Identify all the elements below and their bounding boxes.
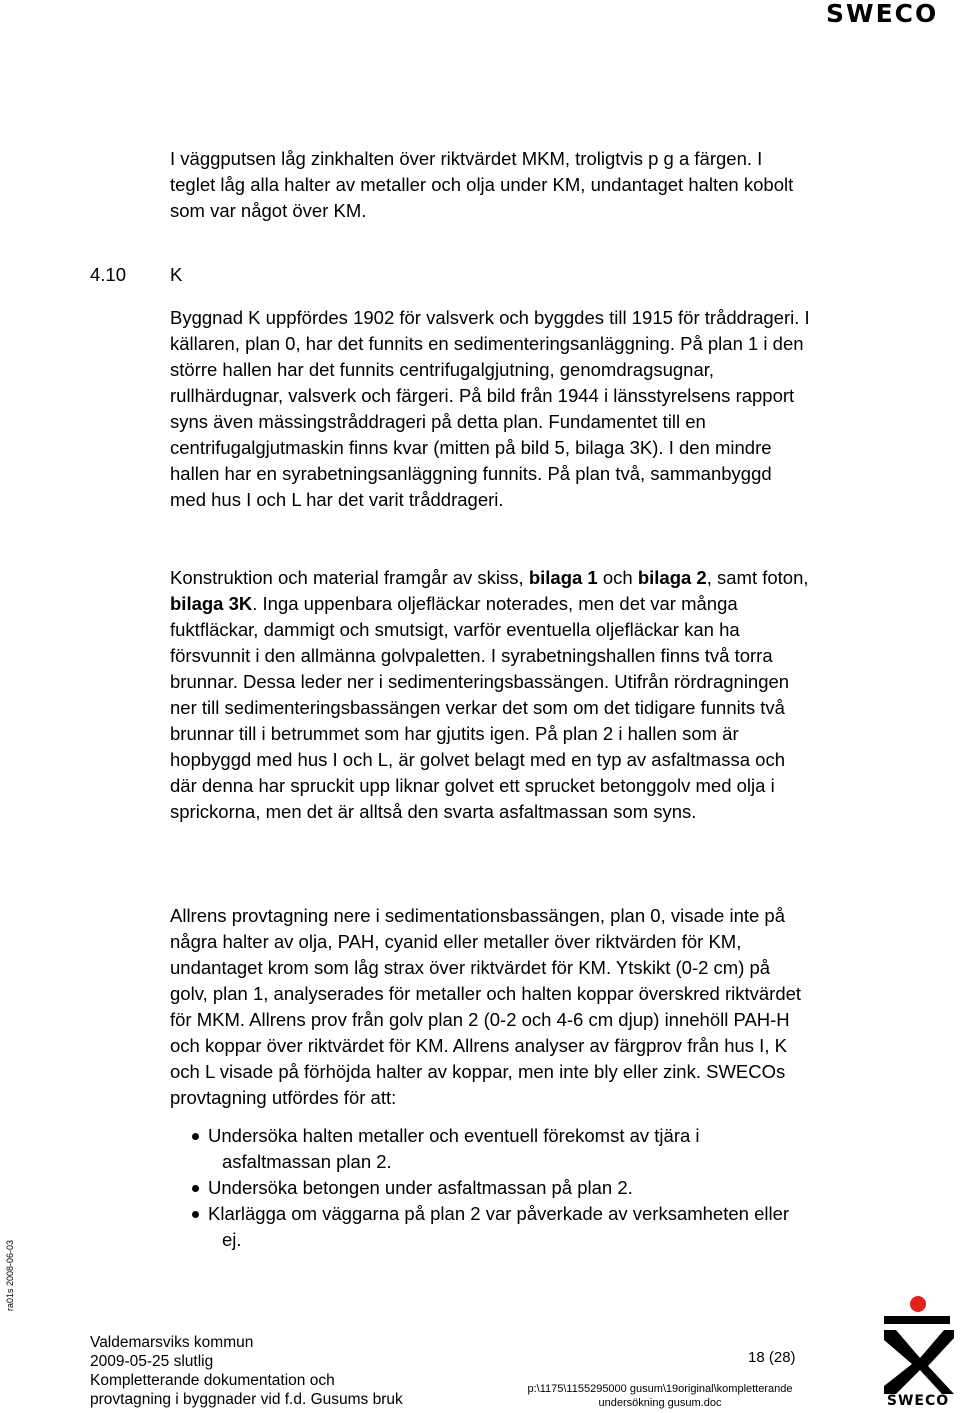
list-item-text: Klarlägga om väggarna på plan 2 var påverkade av verksamheten eller ej. bbox=[208, 1203, 790, 1250]
link-bilaga-3k: bilaga 3K bbox=[170, 593, 253, 614]
template-code: ra01s 2008-06-03 bbox=[5, 1239, 15, 1311]
footer-title-line1: Kompletterande dokumentation och bbox=[90, 1372, 335, 1389]
sweco-logo-top: SWECO bbox=[826, 0, 939, 28]
section-number: 4.10 bbox=[90, 264, 127, 285]
sampling-goals-list bbox=[170, 1123, 790, 1253]
text-run: och bbox=[597, 567, 638, 588]
footer-title-line2: provtagning i byggnader vid f.d. Gusums bruk bbox=[90, 1391, 403, 1408]
list-item-text: Undersöka halten metaller och eventuell förekomst av tjära i asfaltmassan plan 2. bbox=[208, 1125, 700, 1172]
intro-paragraph: I väggputsen låg zinkhalten över riktvärdet MKM, troligtvis p g a färgen. I teglet låg alla halter av metaller och olja under KM, undantaget halten kobolt som var något över KM. bbox=[170, 148, 794, 221]
file-path-line2: undersökning gusum.doc bbox=[598, 1397, 722, 1409]
paragraph-building-history: Byggnad K uppfördes 1902 för valsverk och byggdes till 1915 för tråddrageri. I källaren, plan 0, har det funnits en sedimenteringsanläggning. På plan 1 i den större hallen har det funnits centrifugalgjutning, genomdragsugnar, rullhärdugnar, valsverk och färgeri. På bild från 1944 i länsstyrelsens rapport syns även mässingstråddrageri på detta plan. Fundamentet till en centrifugalgjutmaskin finns kvar (mitten på bild 5, bilaga 3K). I den mindre hallen har en syrabetningsanläggning funnits. På plan två, sammanbyggd med hus I och L har det varit tråddrageri. bbox=[170, 307, 810, 510]
bullet-icon bbox=[192, 1133, 199, 1140]
link-bilaga-2: bilaga 2 bbox=[637, 567, 707, 588]
list-item bbox=[170, 1201, 790, 1253]
text-run: . Inga uppenbara oljefläckar noterades, men det var många fuktfläckar, dammigt och smutsigt, varför eventuella oljefläckar kan ha försvunnit i den allmänna golvpaletten. I syrabetningshallen finns två torra brunnar. Dessa leder ner i sedimenteringsbassängen. Utifrån rördragningen ner till sedimenteringsbassängen verkar det som om det tidigare funnits två brunnar till i betrummet som har gjutits igen. På plan 2 i hallen som är hopbyggd med hus I och L, är golvet belagt med en typ av asfaltmassa och där denna har spruckit upp liknar golvet ett sprucket betonggolv med olja i sprickorna, men det är alltså den svarta asfaltmassan som syns. bbox=[170, 593, 790, 822]
footer-client: Valdemarsviks kommun bbox=[90, 1334, 254, 1351]
page-number: 18 (28) bbox=[748, 1349, 796, 1366]
text-run: , samt foton, bbox=[706, 567, 809, 588]
sweco-emblem-icon bbox=[868, 1294, 958, 1409]
list-item bbox=[170, 1175, 790, 1201]
section-title: K bbox=[170, 264, 183, 285]
footer-info bbox=[90, 1333, 403, 1409]
list-item-text: Undersöka betongen under asfaltmassan på plan 2. bbox=[208, 1177, 633, 1198]
bullet-icon bbox=[192, 1211, 199, 1218]
file-path-line1: p:\1175\1155295000 gusum\19original\kompletterande bbox=[527, 1383, 793, 1395]
bullet-icon bbox=[192, 1185, 199, 1192]
paragraph-construction bbox=[170, 565, 810, 825]
link-bilaga-1: bilaga 1 bbox=[528, 567, 598, 588]
list-item bbox=[170, 1123, 790, 1175]
footer-date-status: 2009-05-25 slutlig bbox=[90, 1353, 214, 1370]
sweco-logo-bottom: SWECO bbox=[886, 1393, 950, 1409]
paragraph-sampling: Allrens provtagning nere i sedimentationsbassängen, plan 0, visade inte på några halter av olja, PAH, cyanid eller metaller över riktvärden för KM, undantaget krom som låg strax över riktvärdet för KM. Ytskikt (0-2 cm) på golv, plan 1, analyserades för metaller och halten koppar överskred riktvärdet för MKM. Allrens prov från golv plan 2 (0-2 och 4-6 cm djup) innehöll PAH-H och koppar över riktvärdet för KM. Allrens analyser av färgprov från hus I, K och L visade på förhöjda halter av koppar, men inte bly eller zink. SWECOs provtagning utfördes för att: bbox=[170, 905, 802, 1108]
text-run: Konstruktion och material framgår av skiss, bbox=[170, 567, 529, 588]
file-path bbox=[510, 1382, 810, 1410]
